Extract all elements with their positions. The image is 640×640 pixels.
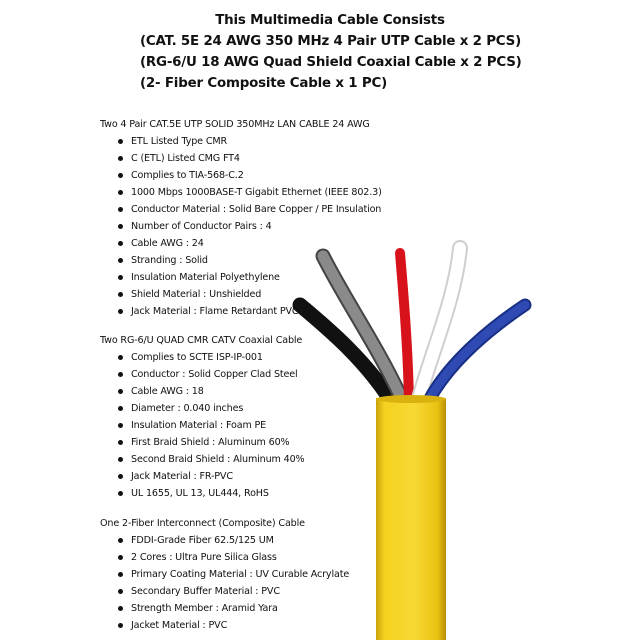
title-line: (RG-6/U 18 AWG Quad Shield Coaxial Cable x 2 PCS) bbox=[140, 55, 522, 70]
list-item: Jacket Material : PVC bbox=[100, 617, 349, 634]
spec-section-fiber bbox=[100, 515, 349, 634]
list-item: FDDI-Grade Fiber 62.5/125 UM bbox=[100, 532, 349, 549]
spec-section-coaxial bbox=[100, 332, 305, 502]
list-item: Insulation Material : Foam PE bbox=[100, 417, 305, 434]
list-item: Jack Material : Flame Retardant PVC bbox=[100, 303, 382, 320]
list-item: Conductor Material : Solid Bare Copper / PE Insulation bbox=[100, 201, 382, 218]
red-wire bbox=[400, 253, 409, 402]
list-item: Complies to SCTE ISP-IP-001 bbox=[100, 349, 305, 366]
list-item: Insulation Material Polyethylene bbox=[100, 269, 382, 286]
list-item: Jack Material : FR-PVC bbox=[100, 468, 305, 485]
spec-list bbox=[100, 133, 382, 320]
spec-list bbox=[100, 349, 305, 502]
section-heading: Two 4 Pair CAT.5E UTP SOLID 350MHz LAN CABLE 24 AWG bbox=[100, 119, 370, 130]
list-item: Diameter : 0.040 inches bbox=[100, 400, 305, 417]
list-item: First Braid Shield : Aluminum 60% bbox=[100, 434, 305, 451]
list-item: Cable AWG : 24 bbox=[100, 235, 382, 252]
list-item: C (ETL) Listed CMG FT4 bbox=[100, 150, 382, 167]
section-heading: Two RG-6/U QUAD CMR CATV Coaxial Cable bbox=[100, 335, 303, 346]
list-item: Shield Material : Unshielded bbox=[100, 286, 382, 303]
white-wire bbox=[418, 248, 460, 402]
list-item: 1000 Mbps 1000BASE-T Gigabit Ethernet (IEEE 802.3) bbox=[100, 184, 382, 201]
page-title bbox=[0, 10, 640, 94]
list-item: Secondary Buffer Material : PVC bbox=[100, 583, 349, 600]
list-item: 2 Cores : Ultra Pure Silica Glass bbox=[100, 549, 349, 566]
blue-wire bbox=[428, 305, 525, 402]
list-item: Number of Conductor Pairs : 4 bbox=[100, 218, 382, 235]
section-heading: One 2-Fiber Interconnect (Composite) Cable bbox=[100, 518, 305, 529]
list-item: UL 1655, UL 13, UL444, RoHS bbox=[100, 485, 305, 502]
title-line: (2- Fiber Composite Cable x 1 PC) bbox=[140, 76, 388, 91]
list-item: ETL Listed Type CMR bbox=[100, 133, 382, 150]
cable-jacket bbox=[376, 395, 446, 640]
list-item: Cable AWG : 18 bbox=[100, 383, 305, 400]
list-item: Stranding : Solid bbox=[100, 252, 382, 269]
title-line: (CAT. 5E 24 AWG 350 MHz 4 Pair UTP Cable x 2 PCS) bbox=[140, 34, 522, 49]
list-item: Primary Coating Material : UV Curable Acrylate bbox=[100, 566, 349, 583]
spec-list bbox=[100, 532, 349, 634]
list-item: Complies to TIA-568-C.2 bbox=[100, 167, 382, 184]
list-item: Second Braid Shield : Aluminum 40% bbox=[100, 451, 305, 468]
title-line: This Multimedia Cable Consists bbox=[215, 13, 445, 28]
list-item: Conductor : Solid Copper Clad Steel bbox=[100, 366, 305, 383]
list-item: Strength Member : Aramid Yara bbox=[100, 600, 349, 617]
spec-section-cat5e bbox=[100, 116, 382, 320]
